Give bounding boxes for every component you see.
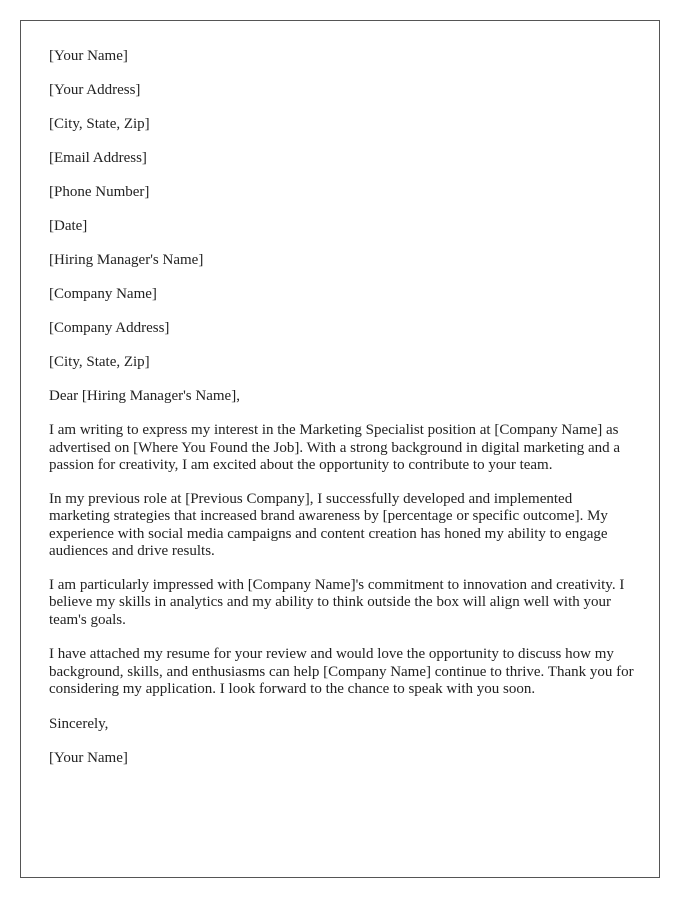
letter-page [20,20,660,878]
closing: Sincerely, [49,715,109,732]
sender-name: [Your Name] [49,48,128,64]
body-paragraph-1: I am writing to express my interest in the Marketing Specialist position at [Company Name] as advertised on [Where You Found the Job]. With a strong background in digital marketing and a passion for creativity, I am excited about the opportunity to contribute to your team. [49,422,621,473]
letter-date: [Date] [49,218,88,234]
recipient-name: [Hiring Manager's Name] [49,252,204,268]
sender-phone: [Phone Number] [49,184,150,200]
letter-content [49,48,634,784]
body-paragraph-4: I have attached my resume for your review and would love the opportunity to discuss how my background, skills, and enthusiasms can help [Company Name] continue to thrive. Thank you for considering my application. I look forward to the chance to speak with you soon. [49,646,634,697]
sender-address: [Your Address] [49,82,141,98]
salutation: Dear [Hiring Manager's Name], [49,388,240,404]
sender-city-state-zip: [City, State, Zip] [49,116,150,132]
recipient-address: [Company Address] [49,320,170,336]
recipient-city-state-zip: [City, State, Zip] [49,354,150,370]
body-paragraph-2: In my previous role at [Previous Company], I successfully developed and implemented marketing strategies that increased brand awareness by [percentage or specific outcome]. My experience with social media campaigns and content creation has honed my ability to engage audiences and drive results. [49,490,608,559]
signature: [Your Name] [49,749,128,766]
body-paragraph-3: I am particularly impressed with [Company Name]'s commitment to innovation and creativity. I believe my skills in analytics and my ability to think outside the box will align well with your team's goals. [49,576,625,628]
recipient-company: [Company Name] [49,286,157,302]
sender-email: [Email Address] [49,150,147,166]
